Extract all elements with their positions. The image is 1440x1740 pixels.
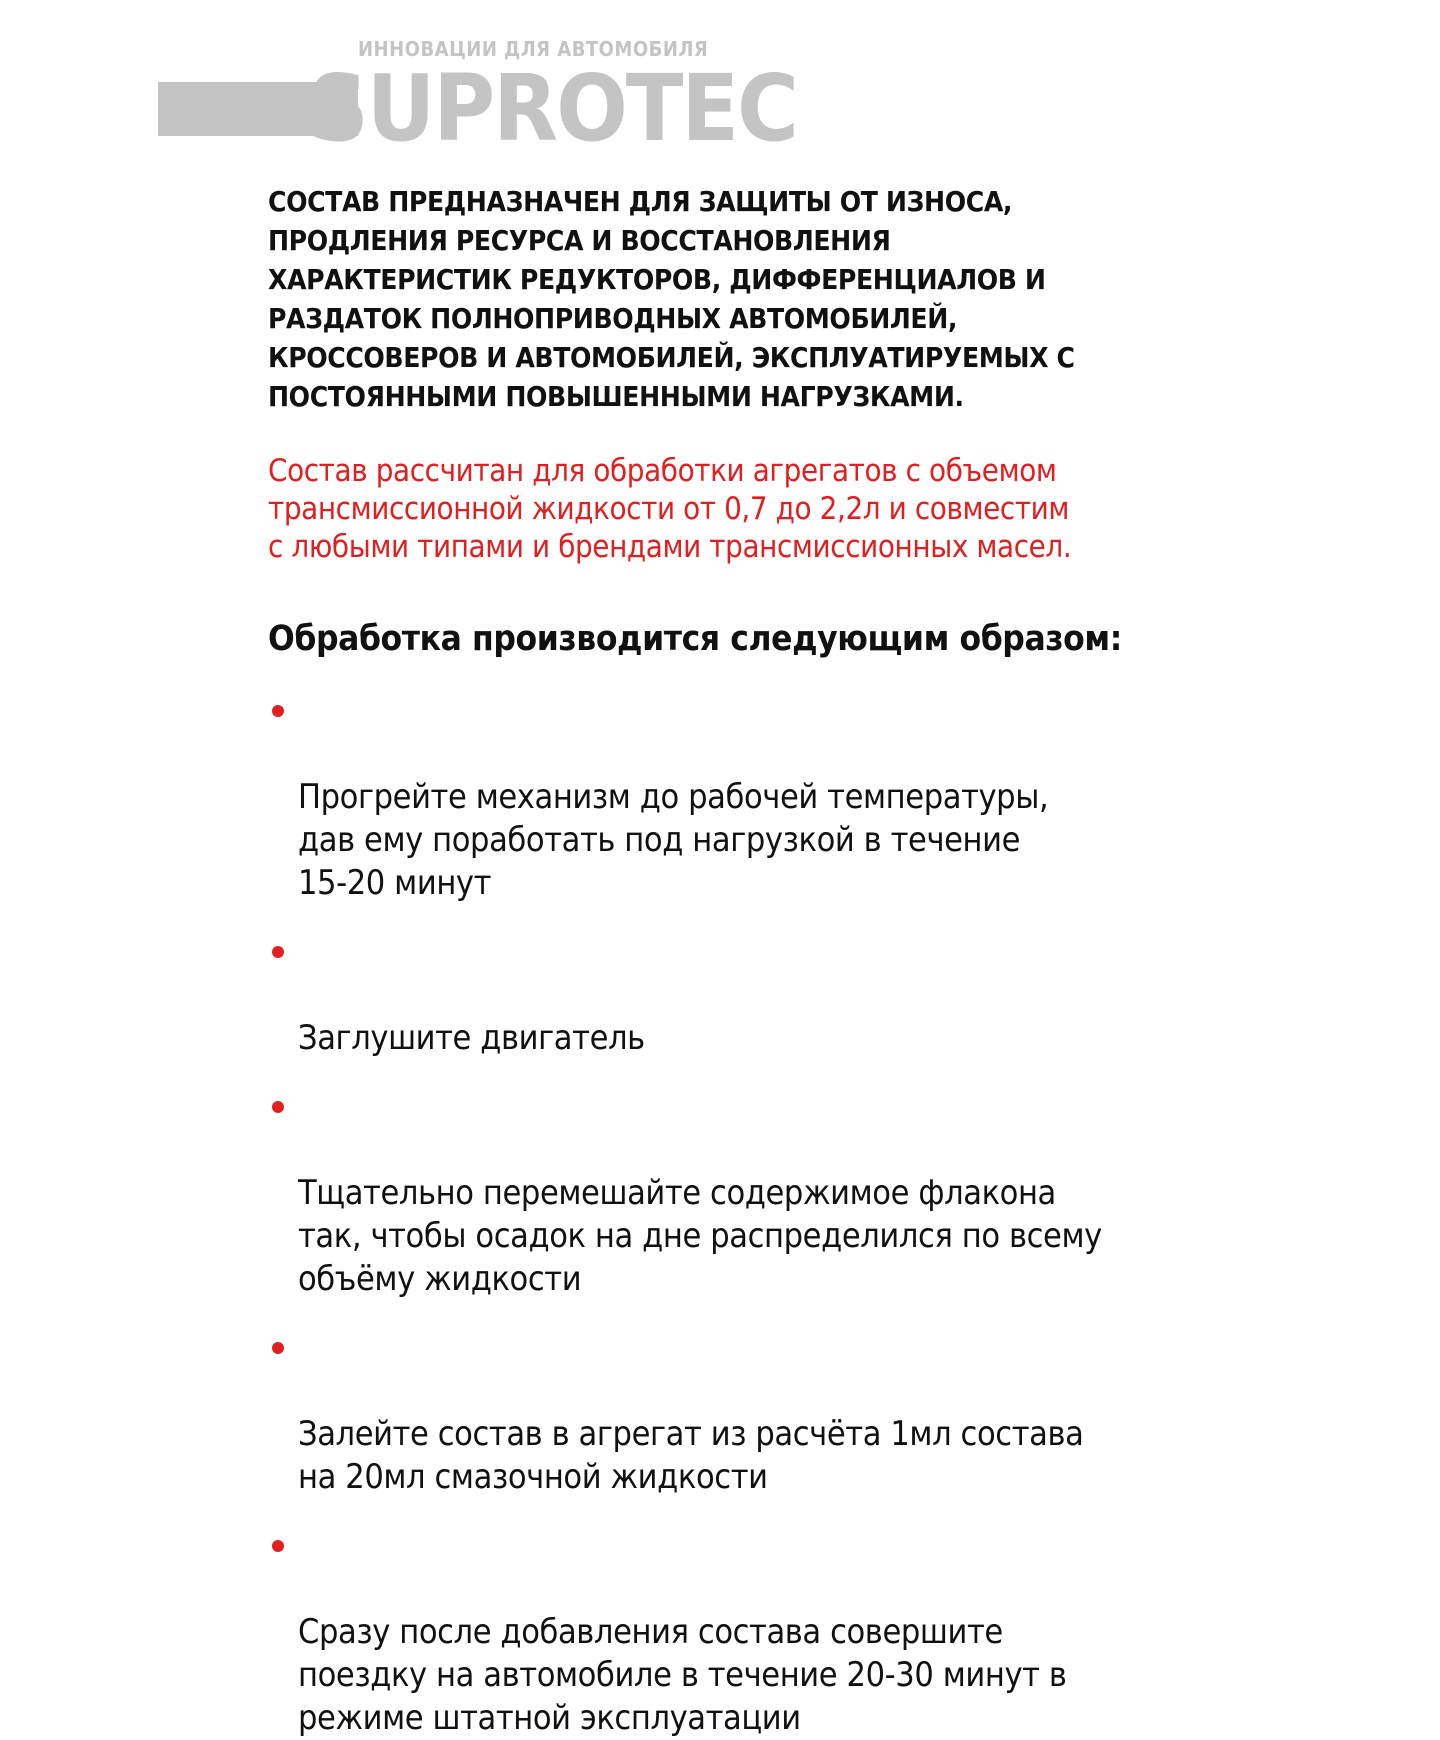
brand-logo [158,34,797,162]
intro-description: СОСТАВ ПРЕДНАЗНАЧЕН ДЛЯ ЗАЩИТЫ ОТ ИЗНОСА, ПРОДЛЕНИЯ РЕСУРСА И ВОССТАНОВЛЕНИЯ ХАРАКТЕРИСТИК РЕДУКТОРОВ, ДИФФЕРЕНЦИАЛОВ И РАЗДАТОК ПОЛНОПРИВОДНЫХ АВТОМОБИЛЕЙ, КРОССОВЕРОВ И АВТОМОБИЛЕЙ, ЭКСПЛУАТИРУЕМЫХ С ПОСТОЯННЫМИ ПОВЫШЕННЫМИ НАГРУЗКАМИ. [268,185,1075,413]
bullet-icon [272,1101,284,1113]
bullet-icon [272,946,284,958]
instruction-step [268,931,1268,1060]
instruction-step-text: Прогрейте механизм до рабочей температуры, дав ему поработать под нагрузкой в течение 15-20 минут [298,777,1049,903]
instruction-step [268,690,1268,905]
instruction-step-text: Сразу после добавления состава совершите поездку на автомобиле в течение 20-30 минут в режиме штатной эксплуатации [298,1612,1067,1738]
logo-wordmark: SUPROTEC [308,55,797,162]
instruction-step-text: Заглушите двигатель [298,1018,645,1058]
bullet-icon [272,1342,284,1354]
instruction-step [268,1327,1268,1499]
instruction-step [268,1086,1268,1301]
instruction-step [268,1525,1268,1740]
compatibility-note: Состав рассчитан для обработки агрегатов с объемом трансмиссионной жидкости от 0,7 до 2,2л и совместим с любыми типами и брендами трансмиссионных масел. [268,453,1072,565]
bullet-icon [272,705,284,717]
instruction-steps [268,690,1268,1740]
instructions-heading: Обработка производится следующим образом: [268,619,1122,659]
bullet-icon [272,1540,284,1552]
instruction-step-text: Залейте состав в агрегат из расчёта 1мл состава на 20мл смазочной жидкости [298,1414,1084,1497]
instruction-step-text: Тщательно перемешайте содержимое флакона так, чтобы осадок на дне распределился по всему объёму жидкости [298,1173,1102,1299]
logo-tagline: ИННОВАЦИИ ДЛЯ АВТОМОБИЛЯ [358,37,709,61]
